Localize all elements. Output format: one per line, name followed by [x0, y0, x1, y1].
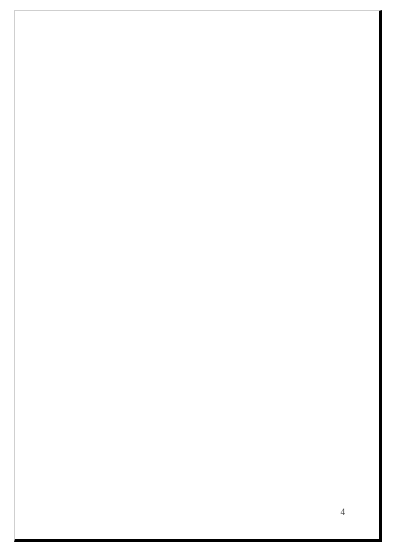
text-tier-top [45, 47, 353, 277]
text-tier-bottom [45, 287, 353, 505]
tier-bottom-body [45, 287, 353, 505]
page-frame [14, 10, 382, 542]
page-number: 4 [340, 507, 345, 517]
tier-top-body [45, 47, 353, 277]
